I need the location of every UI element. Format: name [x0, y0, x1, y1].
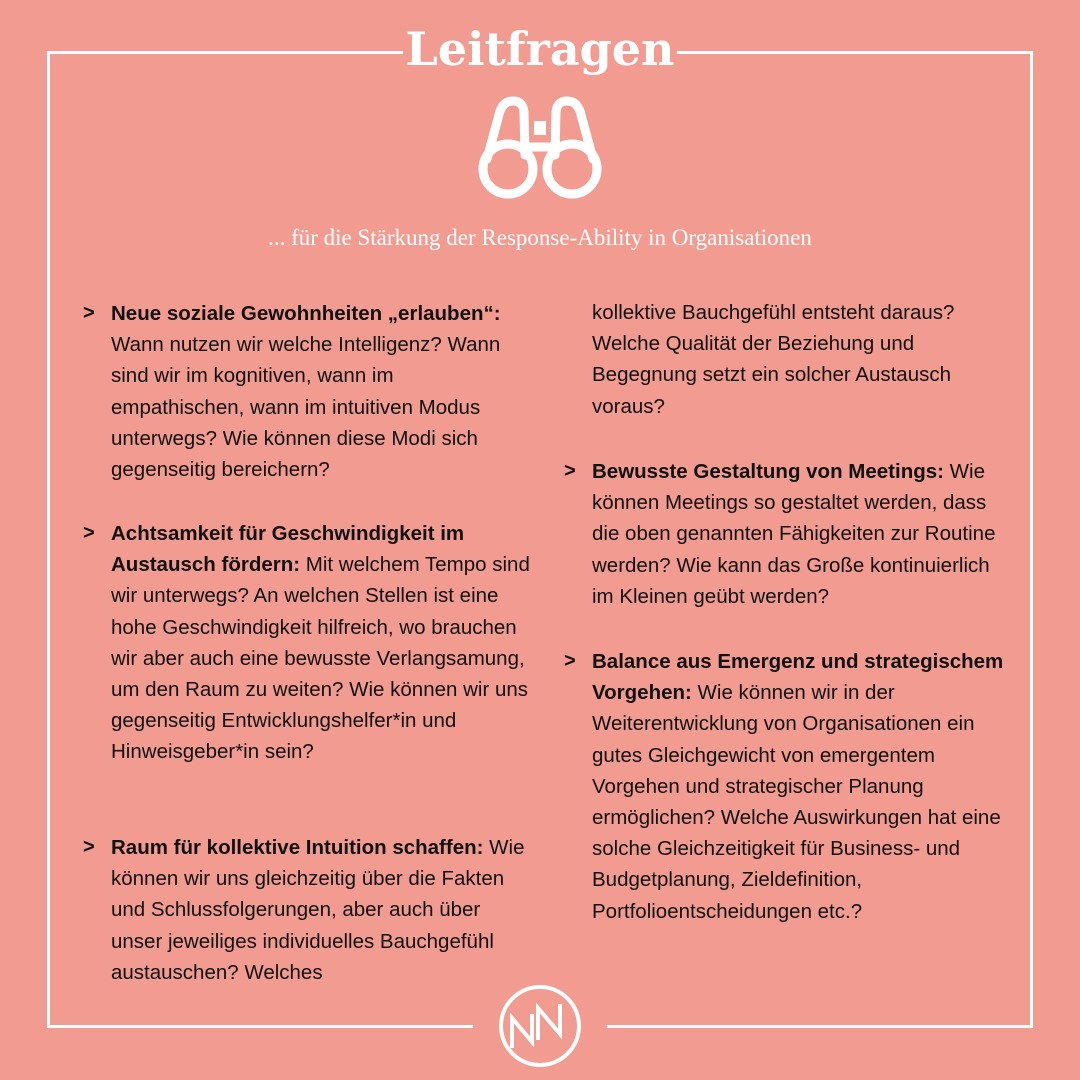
- frame-bottom-right: [607, 1025, 1033, 1028]
- bullet-marker: >: [564, 460, 576, 482]
- list-item: [83, 832, 531, 988]
- item-body: Wann nutzen wir welche Intelligenz? Wann sind wir im kognitiven, wann im empathischen, wann im intuitiven Modus unterwegs? Wie können diese Modi sich gegenseitig bereichern?: [111, 333, 501, 482]
- item-body: Mit welchem Tempo sind wir unterwegs? An welchen Stellen ist eine hohe Geschwindigkeit hilfreich, wo brauchen wir aber auch eine bewusste Verlangsamung, um den Raum zu weiten? Wie können wir uns gegenseitig Entwicklungshelfer*in und Hinweisgeber*in sein?: [111, 553, 530, 764]
- list-item-continuation: [592, 297, 1012, 422]
- item-text: [111, 298, 531, 485]
- item-heading: Balance aus Emergenz und strategischem Vorgehen:: [592, 650, 1004, 705]
- item-text: [111, 832, 531, 988]
- item-text: [592, 456, 1012, 612]
- list-item: [564, 646, 1012, 927]
- list-item: [83, 298, 531, 485]
- list-item: [564, 456, 1012, 612]
- bullet-marker: >: [83, 836, 95, 858]
- item-body: Wie können wir uns gleichzeitig über die Fakten und Schlussfolgerungen, aber auch über unser jeweiliges individuelles Bauchgefühl austauschen? Welches: [111, 836, 525, 984]
- item-heading: Bewusste Gestaltung von Meetings:: [592, 460, 944, 483]
- frame-bottom-left: [47, 1025, 473, 1028]
- item-text: kollektive Bauchgefühl entsteht daraus? Welche Qualität der Beziehung und Begegnung setzt ein solcher Austausch voraus?: [592, 301, 955, 418]
- item-heading: Raum für kollektive Intuition schaffen:: [111, 836, 484, 859]
- bullet-marker: >: [564, 650, 576, 672]
- bullet-marker: >: [83, 302, 95, 324]
- item-body: Wie können Meetings so gestaltet werden, dass die oben genannten Fähigkeiten zur Routine werden? Wie kann das Große kontinuierlich im Kleinen geübt werden?: [592, 460, 996, 608]
- bullet-marker: >: [83, 522, 95, 544]
- frame-right: [1030, 51, 1033, 1028]
- item-body: Wie können wir in der Weiterentwicklung von Organisationen ein gutes Gleichgewicht von emergentem Vorgehen und strategischer Planung ermöglichen? Welche Auswirkungen hat eine solche Gleichzeitigkeit für Business- und Budgetplanung, Zieldefinition, Portfolioentscheidungen etc.?: [592, 681, 1001, 923]
- binoculars-icon: [478, 95, 602, 205]
- nn-logo-icon: [498, 984, 582, 1068]
- item-heading: Neue soziale Gewohnheiten „erlauben“:: [111, 302, 501, 325]
- item-heading: Achtsamkeit für Geschwindigkeit im Austausch fördern:: [111, 522, 465, 577]
- subtitle: ... für die Stärkung der Response-Ability in Organisationen: [268, 225, 812, 250]
- page-title: Leitfragen: [405, 22, 675, 76]
- item-text: [111, 518, 531, 768]
- frame-left: [47, 51, 50, 1028]
- item-text: [592, 646, 1012, 927]
- list-item: [83, 518, 531, 768]
